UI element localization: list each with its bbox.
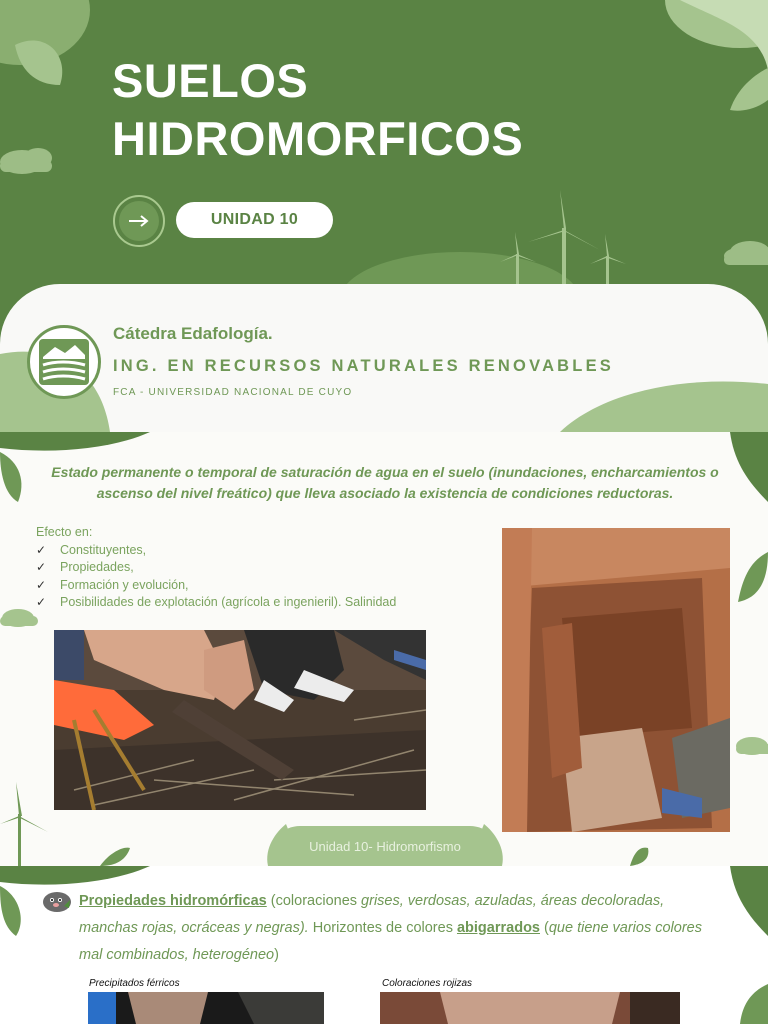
caption-ferric: Precipitados férricos	[89, 978, 180, 989]
definition-text: Estado permanente o temporal de saturación de agua en el suelo (inundaciones, encharcamientos o ascenso del nivel freático) que lleva asociado la existencia de condiciones reductoras.	[51, 464, 719, 501]
properties-title: Propiedades hidromórficas	[79, 893, 267, 909]
soil-pit-photo	[502, 528, 730, 832]
leaf-icon	[730, 68, 768, 111]
title-line-1: SUELOS	[112, 54, 309, 107]
list-item: ✓ Constituyentes,	[36, 542, 396, 560]
effects-list-block	[36, 524, 396, 612]
check-icon: ✓	[36, 577, 47, 592]
faculty-logo-icon	[27, 325, 101, 399]
cloud-icon	[724, 241, 768, 265]
properties-slide	[0, 866, 768, 1024]
effects-list	[36, 542, 396, 612]
leaf-icon	[740, 984, 768, 1024]
list-item: ✓ Formación y evolución,	[36, 577, 396, 595]
leaf-icon	[100, 848, 130, 866]
definition-slide	[0, 432, 768, 866]
caption-reddish: Coloraciones rojizas	[382, 978, 473, 989]
leaf-icon	[0, 452, 21, 502]
catedra-label: Cátedra Edafología.	[113, 324, 273, 343]
title-line-2: HIDROMORFICOS	[112, 112, 524, 165]
career-label: ING. EN RECURSOS NATURALES RENOVABLES	[113, 357, 614, 375]
leaf-icon	[738, 552, 768, 602]
title-slide	[0, 0, 768, 432]
wind-turbine-icon	[500, 190, 626, 288]
faculty-label: FCA - UNIVERSIDAD NACIONAL DE CUYO	[113, 387, 353, 398]
ferric-precipitates-photo	[88, 992, 324, 1024]
list-item: ✓ Posibilidades de explotación (agrícola e ingenieril). Salinidad	[36, 594, 396, 612]
unit-badge[interactable]: UNIDAD 10	[176, 202, 333, 238]
cloud-icon	[736, 737, 768, 755]
properties-text: Propiedades hidromórficas (coloraciones grises, verdosas, azuladas, áreas decoloradas, manchas rojas, ocráceas y negras). Horizontes de colores abigarrados (que tiene varios colores mal combinados, heterogéneo)	[79, 893, 702, 963]
check-icon: ✓	[36, 542, 47, 557]
soil-sampling-photo	[54, 630, 426, 810]
page-title	[112, 52, 523, 168]
reddish-colorations-photo	[380, 992, 680, 1024]
leaf-icon	[267, 824, 290, 866]
leaf-icon	[630, 848, 648, 866]
wind-turbine-icon	[0, 782, 48, 866]
footer-leaves	[264, 822, 506, 866]
abigarrados-term: abigarrados	[456, 920, 540, 936]
leaf-icon	[0, 886, 21, 936]
list-item: ✓ Propiedades,	[36, 559, 396, 577]
mole-icon	[42, 888, 72, 912]
leaf-icon	[479, 824, 502, 866]
check-icon: ✓	[36, 595, 47, 609]
arrow-right-icon	[127, 214, 151, 228]
check-icon: ✓	[36, 560, 47, 574]
cloud-icon	[0, 609, 38, 627]
slide-footer: Unidad 10- Hidromorfismo	[270, 826, 500, 866]
effects-title: Efecto en:	[36, 525, 93, 539]
next-button[interactable]	[113, 195, 165, 247]
cloud-icon	[0, 148, 52, 174]
